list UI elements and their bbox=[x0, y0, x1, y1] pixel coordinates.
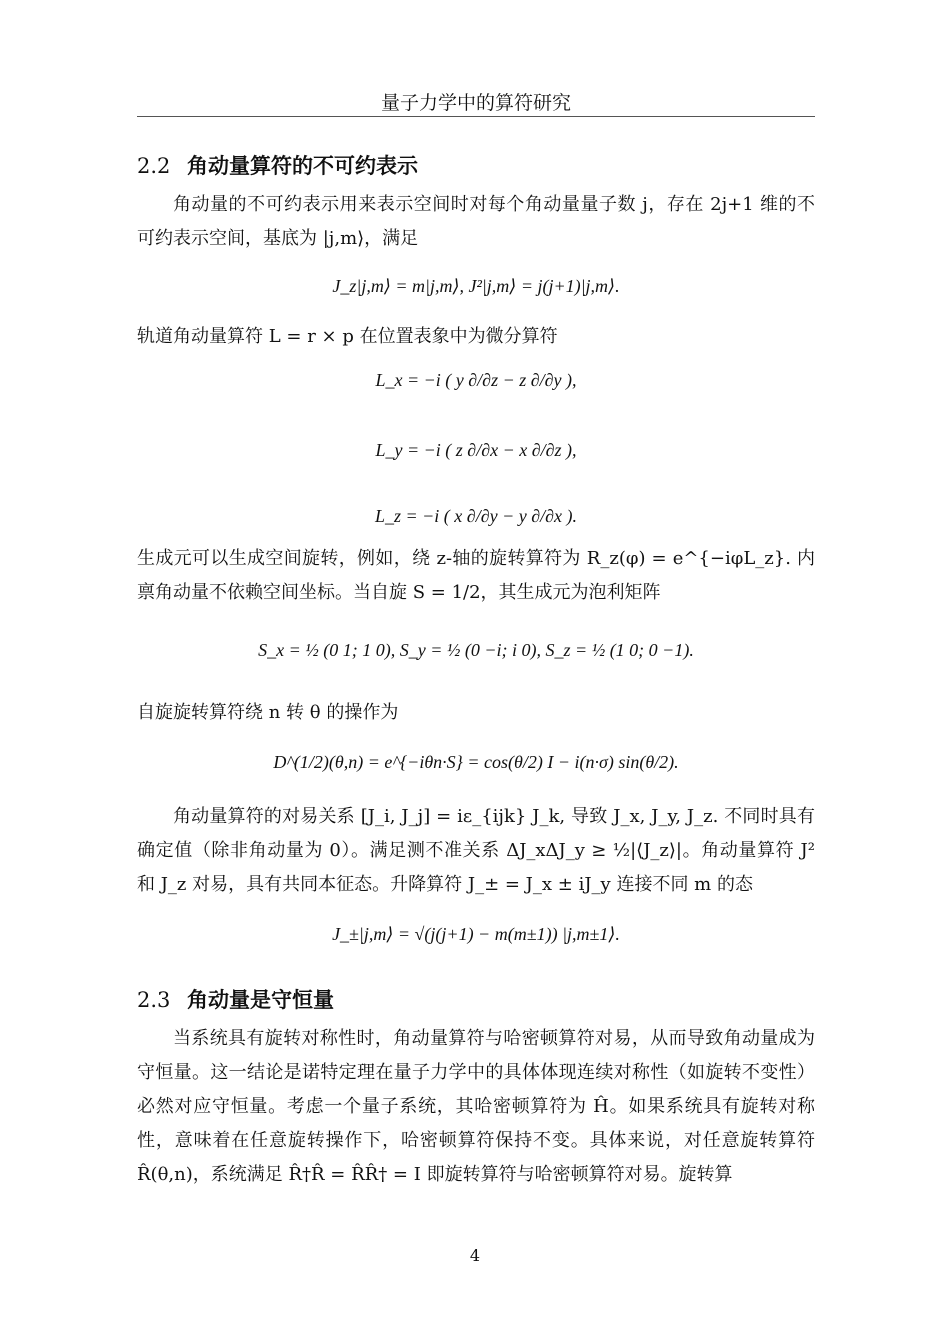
section-title: 角动量算符的不可约表示 bbox=[187, 153, 418, 178]
equation-eigen: J_z|j,m⟩ = m|j,m⟩, J²|j,m⟩ = j(j+1)|j,m⟩. bbox=[332, 276, 620, 296]
equation-lz: L_z = −i ( x ∂/∂y − y ∂/∂x ). bbox=[375, 506, 577, 526]
running-header: 量子力学中的算符研究 bbox=[380, 92, 571, 114]
equation-spin-rotation: D^(1/2)(θ,n) = e^{−iθn·S} = cos(θ/2) I − i(n·σ) sin(θ/2). bbox=[273, 752, 679, 772]
section-number: 2.3 bbox=[137, 988, 171, 1012]
paragraph-irreducible-rep: 角动量的不可约表示用来表示空间时对每个角动量量子数 j，存在 2j+1 维的不可约表示空间，基底为 |j,m⟩，满足 bbox=[137, 194, 815, 249]
equation-ly: L_y = −i ( z ∂/∂x − x ∂/∂z ), bbox=[375, 440, 577, 460]
paragraph-orbital-operator: 轨道角动量算符 L = r × p 在位置表象中为微分算符 bbox=[137, 326, 558, 347]
paragraph-generators: 生成元可以生成空间旋转，例如，绕 z-轴的旋转算符为 R_z(φ) = e^{−iφL_z}. 内禀角动量不依赖空间坐标。当自旋 S = 1/2，其生成元为泡利矩阵 bbox=[137, 548, 815, 603]
header-rule bbox=[137, 116, 815, 117]
equation-pauli-matrices: S_x = ½ (0 1; 1 0), S_y = ½ (0 −i; i 0), S_z = ½ (1 0; 0 −1). bbox=[258, 640, 694, 660]
paragraph-conservation: 当系统具有旋转对称性时，角动量算符与哈密顿算符对易，从而导致角动量成为守恒量。这一结论是诺特定理在量子力学中的具体体现连续对称性（如旋转不变性）必然对应守恒量。考虑一个量子系统，其哈密顿算符为 Ĥ。如果系统具有旋转对称性，意味着在任意旋转操作下，哈密顿算符保持不变。具体来说，对任意旋转算符 R̂(θ,n)，系统满足 R̂†R̂ = R̂R̂† = I 即旋转算符与哈密顿算符对易。旋转算 bbox=[137, 1028, 815, 1185]
section-heading-2-2 bbox=[137, 150, 418, 180]
paragraph-spin-rotation: 自旋旋转算符绕 n 转 θ 的操作为 bbox=[137, 702, 399, 723]
equation-lx: L_x = −i ( y ∂/∂z − z ∂/∂y ), bbox=[375, 370, 577, 390]
equation-ladder: J_±|j,m⟩ = √(j(j+1) − m(m±1)) |j,m±1⟩. bbox=[332, 924, 620, 944]
section-title: 角动量是守恒量 bbox=[187, 987, 334, 1012]
section-heading-2-3 bbox=[137, 984, 334, 1014]
paragraph-commutation: 角动量算符的对易关系 [J_i, J_j] = iε_{ijk} J_k, 导致 J_x, J_y, J_z. 不同时具有确定值（除非角动量为 0）。满足测不准关系 ΔJ_xΔJ_y ≥ ½|⟨J_z⟩|。角动量算符 J² 和 J_z 对易，具有共同本征态。升降算符 J_± = J_x ± iJ_y 连接不同 m 的态 bbox=[137, 806, 815, 895]
page-number: 4 bbox=[469, 1246, 481, 1265]
section-number: 2.2 bbox=[137, 154, 171, 178]
